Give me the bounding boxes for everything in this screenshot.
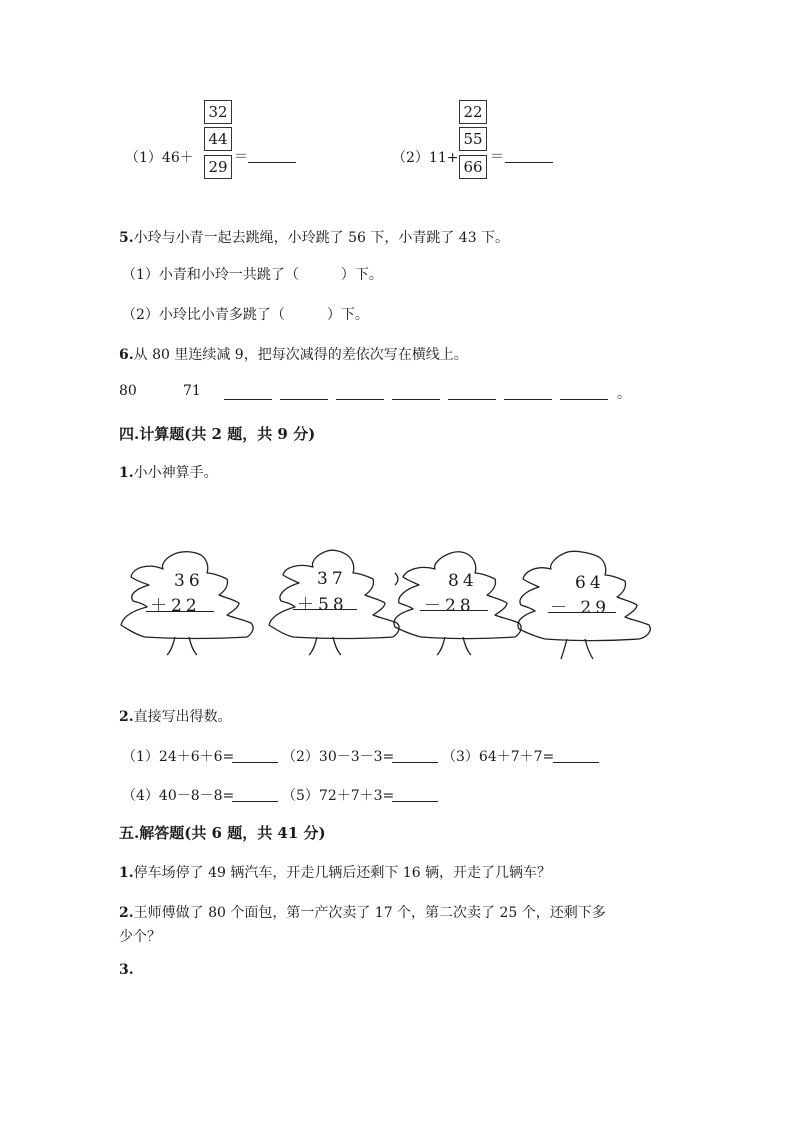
calc-item-3: （3）64＋7＋7= <box>442 749 555 765</box>
box-problem-2-box-3: 66 <box>459 155 487 179</box>
tree-3-bottom-number: －28 <box>424 596 475 616</box>
s5-q2-text-line-1: 王师傅做了 80 个面包，第一产次卖了 17 个，第二次卖了 25 个，还剩下多 <box>133 905 606 921</box>
calc-item-2-blank[interactable] <box>392 748 438 763</box>
s4-q1-number: 1. <box>119 465 134 481</box>
tree-3-rule <box>420 610 488 611</box>
tree-1-bottom-number: ＋22 <box>150 596 201 616</box>
calc-item-4: （4）40－8－8= <box>122 788 235 804</box>
section-4-title: 四.计算题(共 2 题，共 9 分) <box>119 425 316 443</box>
s4-q1 <box>119 462 218 482</box>
q5-sub-2: （2）小玲比小青多跳了（ ）下。 <box>122 307 369 323</box>
q6-start-80: 80 <box>119 383 137 399</box>
tree-trunk-1 <box>167 637 197 655</box>
s5-q2-text-line-2: 少个？ <box>119 929 161 945</box>
s5-q3-number: 3. <box>119 962 134 978</box>
q6-blank-7[interactable] <box>560 385 608 400</box>
s4-q2 <box>119 706 232 726</box>
calc-item-1-blank[interactable] <box>232 748 278 763</box>
s4-q1-text: 小小神算手。 <box>133 465 218 481</box>
q6-stem <box>119 344 468 364</box>
q6-stem-text: 从 80 里连续减 9，把每次减得的差依次写在横线上。 <box>133 347 468 363</box>
s5-q1 <box>119 862 551 882</box>
q5-number: 5. <box>119 230 134 246</box>
q6-blank-1[interactable] <box>224 385 272 400</box>
tree-1-top-number: 36 <box>174 571 204 591</box>
q6-blank-3[interactable] <box>336 385 384 400</box>
q6-blank-2[interactable] <box>280 385 328 400</box>
box-problem-2-label: （2）11+ <box>392 150 459 166</box>
calc-item-2: （2）30－3－3= <box>282 749 395 765</box>
calc-item-5: （5）72＋7＋3= <box>282 788 395 804</box>
box-problem-1-answer-blank[interactable] <box>248 148 296 163</box>
calc-item-3-blank[interactable] <box>553 748 599 763</box>
box-problem-1-label: （1）46＋ <box>125 150 194 166</box>
q6-blank-6[interactable] <box>504 385 552 400</box>
calc-item-5-blank[interactable] <box>392 787 438 802</box>
q5-stem-text: 小玲与小青一起去跳绳，小玲跳了 56 下，小青跳了 43 下。 <box>133 230 510 246</box>
s5-q2-number: 2. <box>119 905 134 921</box>
box-problem-2-eq: ＝ <box>490 149 504 165</box>
tree-4-top-number: 64 <box>575 573 605 593</box>
tree-2-top-number: 37 <box>317 569 347 589</box>
box-problem-2-box-1: 22 <box>459 100 487 124</box>
tree-4-rule <box>548 612 616 613</box>
section-5-title: 五.解答题(共 6 题，共 41 分) <box>119 824 326 842</box>
s4-q2-text: 直接写出得数。 <box>133 709 232 725</box>
box-problem-2-answer-blank[interactable] <box>505 148 553 163</box>
calc-item-4-blank[interactable] <box>232 787 278 802</box>
tree-trunk-3 <box>437 637 471 655</box>
q6-blank-4[interactable] <box>392 385 440 400</box>
box-problem-1-box-3: 29 <box>204 155 232 179</box>
q5-stem <box>119 227 509 247</box>
box-problem-1-box-1: 32 <box>204 100 232 124</box>
tree-trunk-2 <box>309 637 341 655</box>
box-problem-1-eq: ＝ <box>234 149 248 165</box>
box-problem-1-box-2: 44 <box>204 127 232 151</box>
tree-2-rule <box>293 609 357 610</box>
stray-paren-mark <box>395 573 398 585</box>
s5-q2 <box>119 902 606 922</box>
tree-2-bottom-number: ＋58 <box>297 595 348 615</box>
tree-3-top-number: 84 <box>448 571 478 591</box>
s4-q2-number: 2. <box>119 709 134 725</box>
s5-q1-number: 1. <box>119 865 134 881</box>
q6-second-71: 71 <box>183 383 201 399</box>
q6-blank-5[interactable] <box>448 385 496 400</box>
q6-number: 6. <box>119 347 134 363</box>
q5-sub-1: （1）小青和小玲一共跳了（ ）下。 <box>122 267 383 283</box>
calc-item-1: （1）24＋6＋6= <box>122 749 235 765</box>
tree-4-bottom-number: － 29 <box>550 598 611 618</box>
q6-end-mark: 。 <box>617 386 631 402</box>
tree-trunk-4 <box>561 639 593 659</box>
box-problem-2-box-2: 55 <box>459 127 487 151</box>
tree-1-rule <box>146 611 214 612</box>
s5-q1-text: 停车场停了 49 辆汽车，开走几辆后还剩下 16 辆，开走了几辆车？ <box>133 865 552 881</box>
